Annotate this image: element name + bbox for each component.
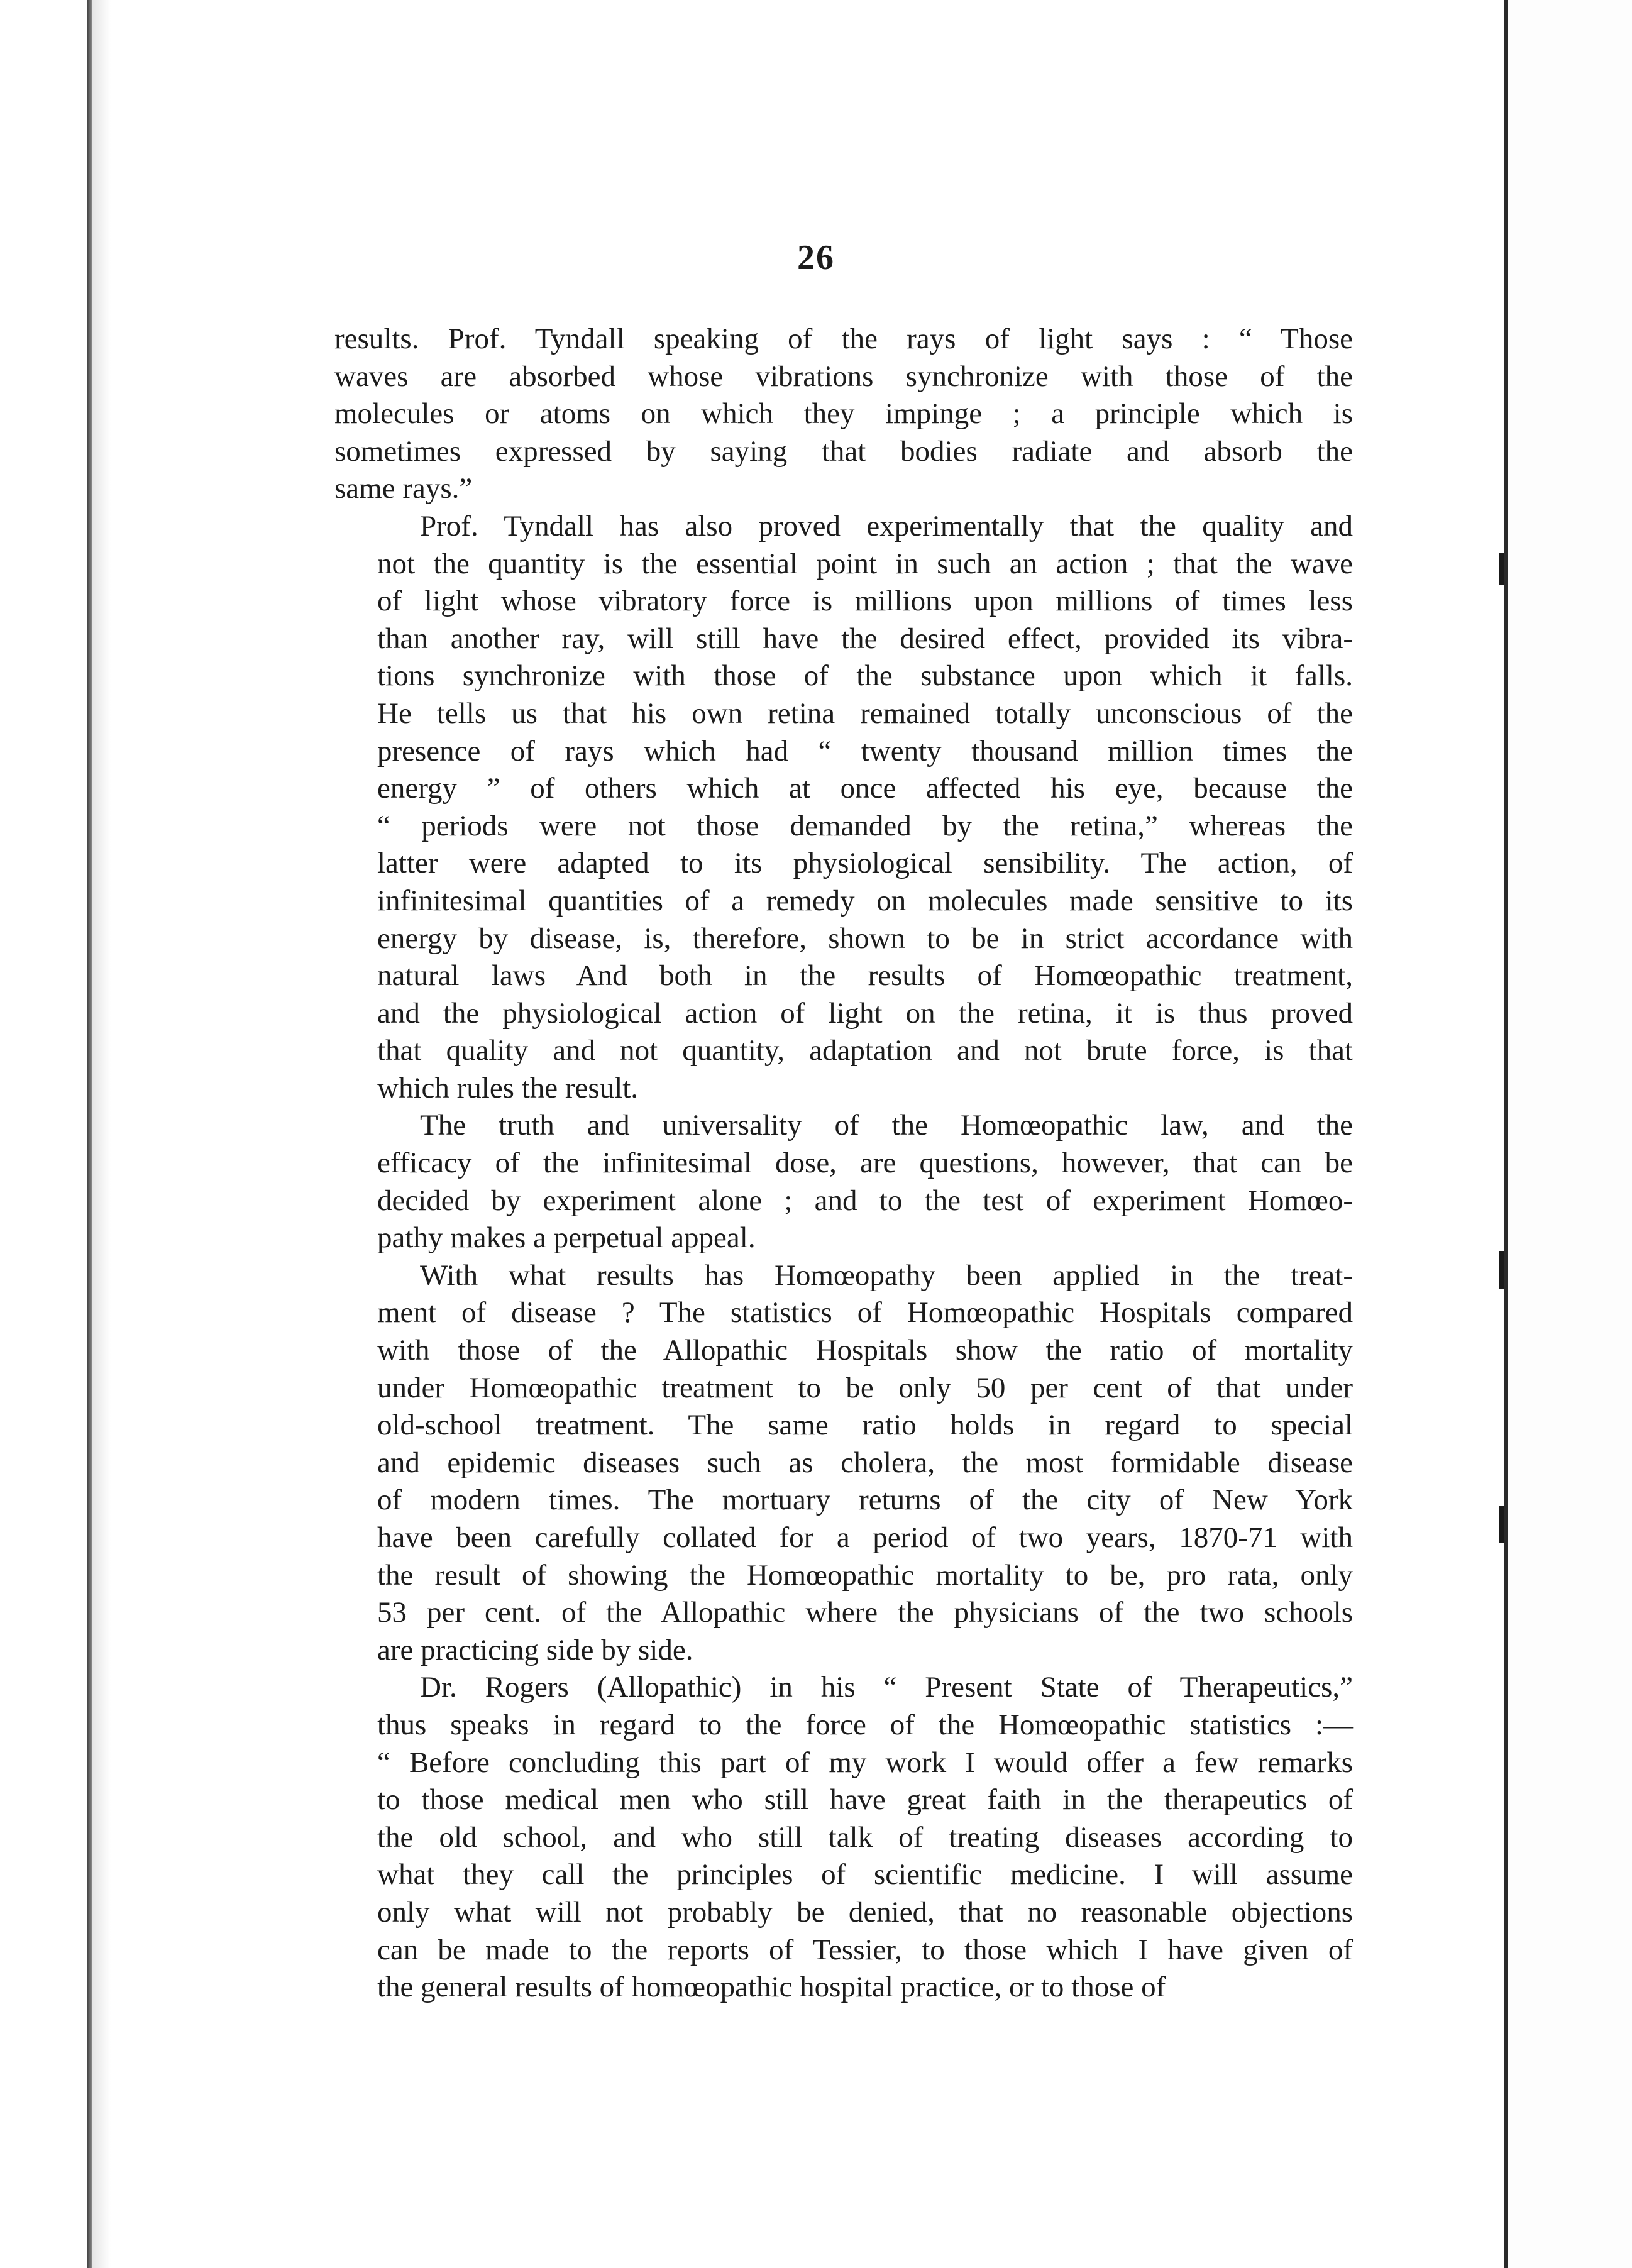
text-line: same rays.”: [334, 472, 473, 505]
text-line: waves are absorbed whose vibrations synchronize with those of the: [334, 360, 1353, 393]
text-line: molecules or atoms on which they impinge ; a principle which is: [334, 397, 1353, 431]
text-line: under Homœopathic treatment to be only 50 per cent of that under: [377, 1371, 1353, 1404]
text-line: pathy makes a perpetual appeal.: [377, 1221, 756, 1255]
text-line: can be made to the reports of Tessier, to those which I have given of: [377, 1933, 1353, 1966]
text-line: the old school, and who still talk of treating diseases according to: [377, 1820, 1353, 1854]
text-line: old-school treatment. The same ratio holds in regard to special: [377, 1409, 1353, 1442]
text-line: what they call the principles of scientific medicine. I will assume: [377, 1858, 1353, 1891]
paragraph: [334, 1669, 1353, 2006]
text-line: the general results of homœopathic hospital practice, or to those of: [377, 1971, 1166, 2004]
text-line: of modern times. The mortuary returns of the city of New York: [377, 1484, 1353, 1517]
text-line: that quality and not quantity, adaptation and not brute force, is that: [377, 1034, 1353, 1067]
binding-shadow: [92, 0, 111, 2268]
text-line: “ periods were not those demanded by the retina,” whereas the: [377, 809, 1353, 842]
text-line: latter were adapted to its physiological sensibility. The action, of: [377, 847, 1353, 880]
text-line: natural laws And both in the results of Homœopathic treatment,: [377, 959, 1353, 993]
text-line: Prof. Tyndall has also proved experimentally that the quality and: [420, 509, 1353, 542]
text-line: energy ” of others which at once affected his eye, because the: [377, 772, 1353, 805]
text-line: of light whose vibratory force is millions upon millions of times less: [377, 585, 1353, 618]
facing-page-gutter: [1508, 0, 1632, 2268]
page-number: 26: [797, 238, 835, 277]
text-line: the result of showing the Homœopathic mortality to be, pro rata, only: [377, 1558, 1353, 1592]
paragraph: [334, 321, 1353, 508]
text-line: which rules the result.: [377, 1071, 639, 1104]
text-line: Dr. Rogers (Allopathic) in his “ Present State of Therapeutics,”: [420, 1671, 1353, 1704]
margin-tick-mark: [1499, 553, 1504, 585]
body-text: [334, 321, 1353, 2007]
text-line: are practicing side by side.: [377, 1633, 693, 1666]
text-line: The truth and universality of the Homœopathic law, and the: [420, 1109, 1353, 1142]
text-line: results. Prof. Tyndall speaking of the rays of light says : “ Those: [334, 322, 1353, 355]
text-line: to those medical men who still have great faith in the therapeutics of: [377, 1783, 1353, 1817]
margin-tick-mark: [1499, 1506, 1504, 1543]
text-line: 53 per cent. of the Allopathic where the physicians of the two schools: [377, 1596, 1353, 1629]
text-line: infinitesimal quantities of a remedy on molecules made sensitive to its: [377, 884, 1353, 917]
text-line: thus speaks in regard to the force of the Homœopathic statistics :—: [377, 1708, 1353, 1741]
text-line: have been carefully collated for a period of two years, 1870-71 with: [377, 1521, 1353, 1554]
text-line: and epidemic diseases such as cholera, the most formidable disease: [377, 1446, 1353, 1479]
text-line: energy by disease, is, therefore, shown to be in strict accordance with: [377, 922, 1353, 955]
paragraph: [334, 508, 1353, 1108]
text-line: efficacy of the infinitesimal dose, are questions, however, that can be: [377, 1147, 1353, 1180]
text-line: ment of disease ? The statistics of Homœopathic Hospitals compared: [377, 1296, 1353, 1329]
text-line: with those of the Allopathic Hospitals show the ratio of mortality: [377, 1334, 1353, 1367]
text-line: than another ray, will still have the desired effect, provided its vibra-: [377, 622, 1353, 655]
text-line: decided by experiment alone ; and to the test of experiment Homœo-: [377, 1184, 1353, 1217]
text-line: “ Before concluding this part of my work I would offer a few remarks: [377, 1746, 1353, 1779]
text-line: sometimes expressed by saying that bodies radiate and absorb the: [334, 434, 1353, 468]
page-binding-edge: [87, 0, 92, 2268]
text-line: not the quantity is the essential point in such an action ; that the wave: [377, 547, 1353, 580]
text-line: only what will not probably be denied, that no reasonable objections: [377, 1895, 1353, 1929]
margin-tick-mark: [1499, 1251, 1504, 1289]
text-line: He tells us that his own retina remained totally unconscious of the: [377, 696, 1353, 730]
text-line: presence of rays which had “ twenty thousand million times the: [377, 734, 1353, 768]
text-line: tions synchronize with those of the substance upon which it falls.: [377, 659, 1353, 693]
paragraph: [334, 1257, 1353, 1670]
text-line: and the physiological action of light on the retina, it is thus proved: [377, 996, 1353, 1030]
paragraph: [334, 1107, 1353, 1257]
text-line: With what results has Homœopathy been applied in the treat-: [420, 1258, 1353, 1292]
